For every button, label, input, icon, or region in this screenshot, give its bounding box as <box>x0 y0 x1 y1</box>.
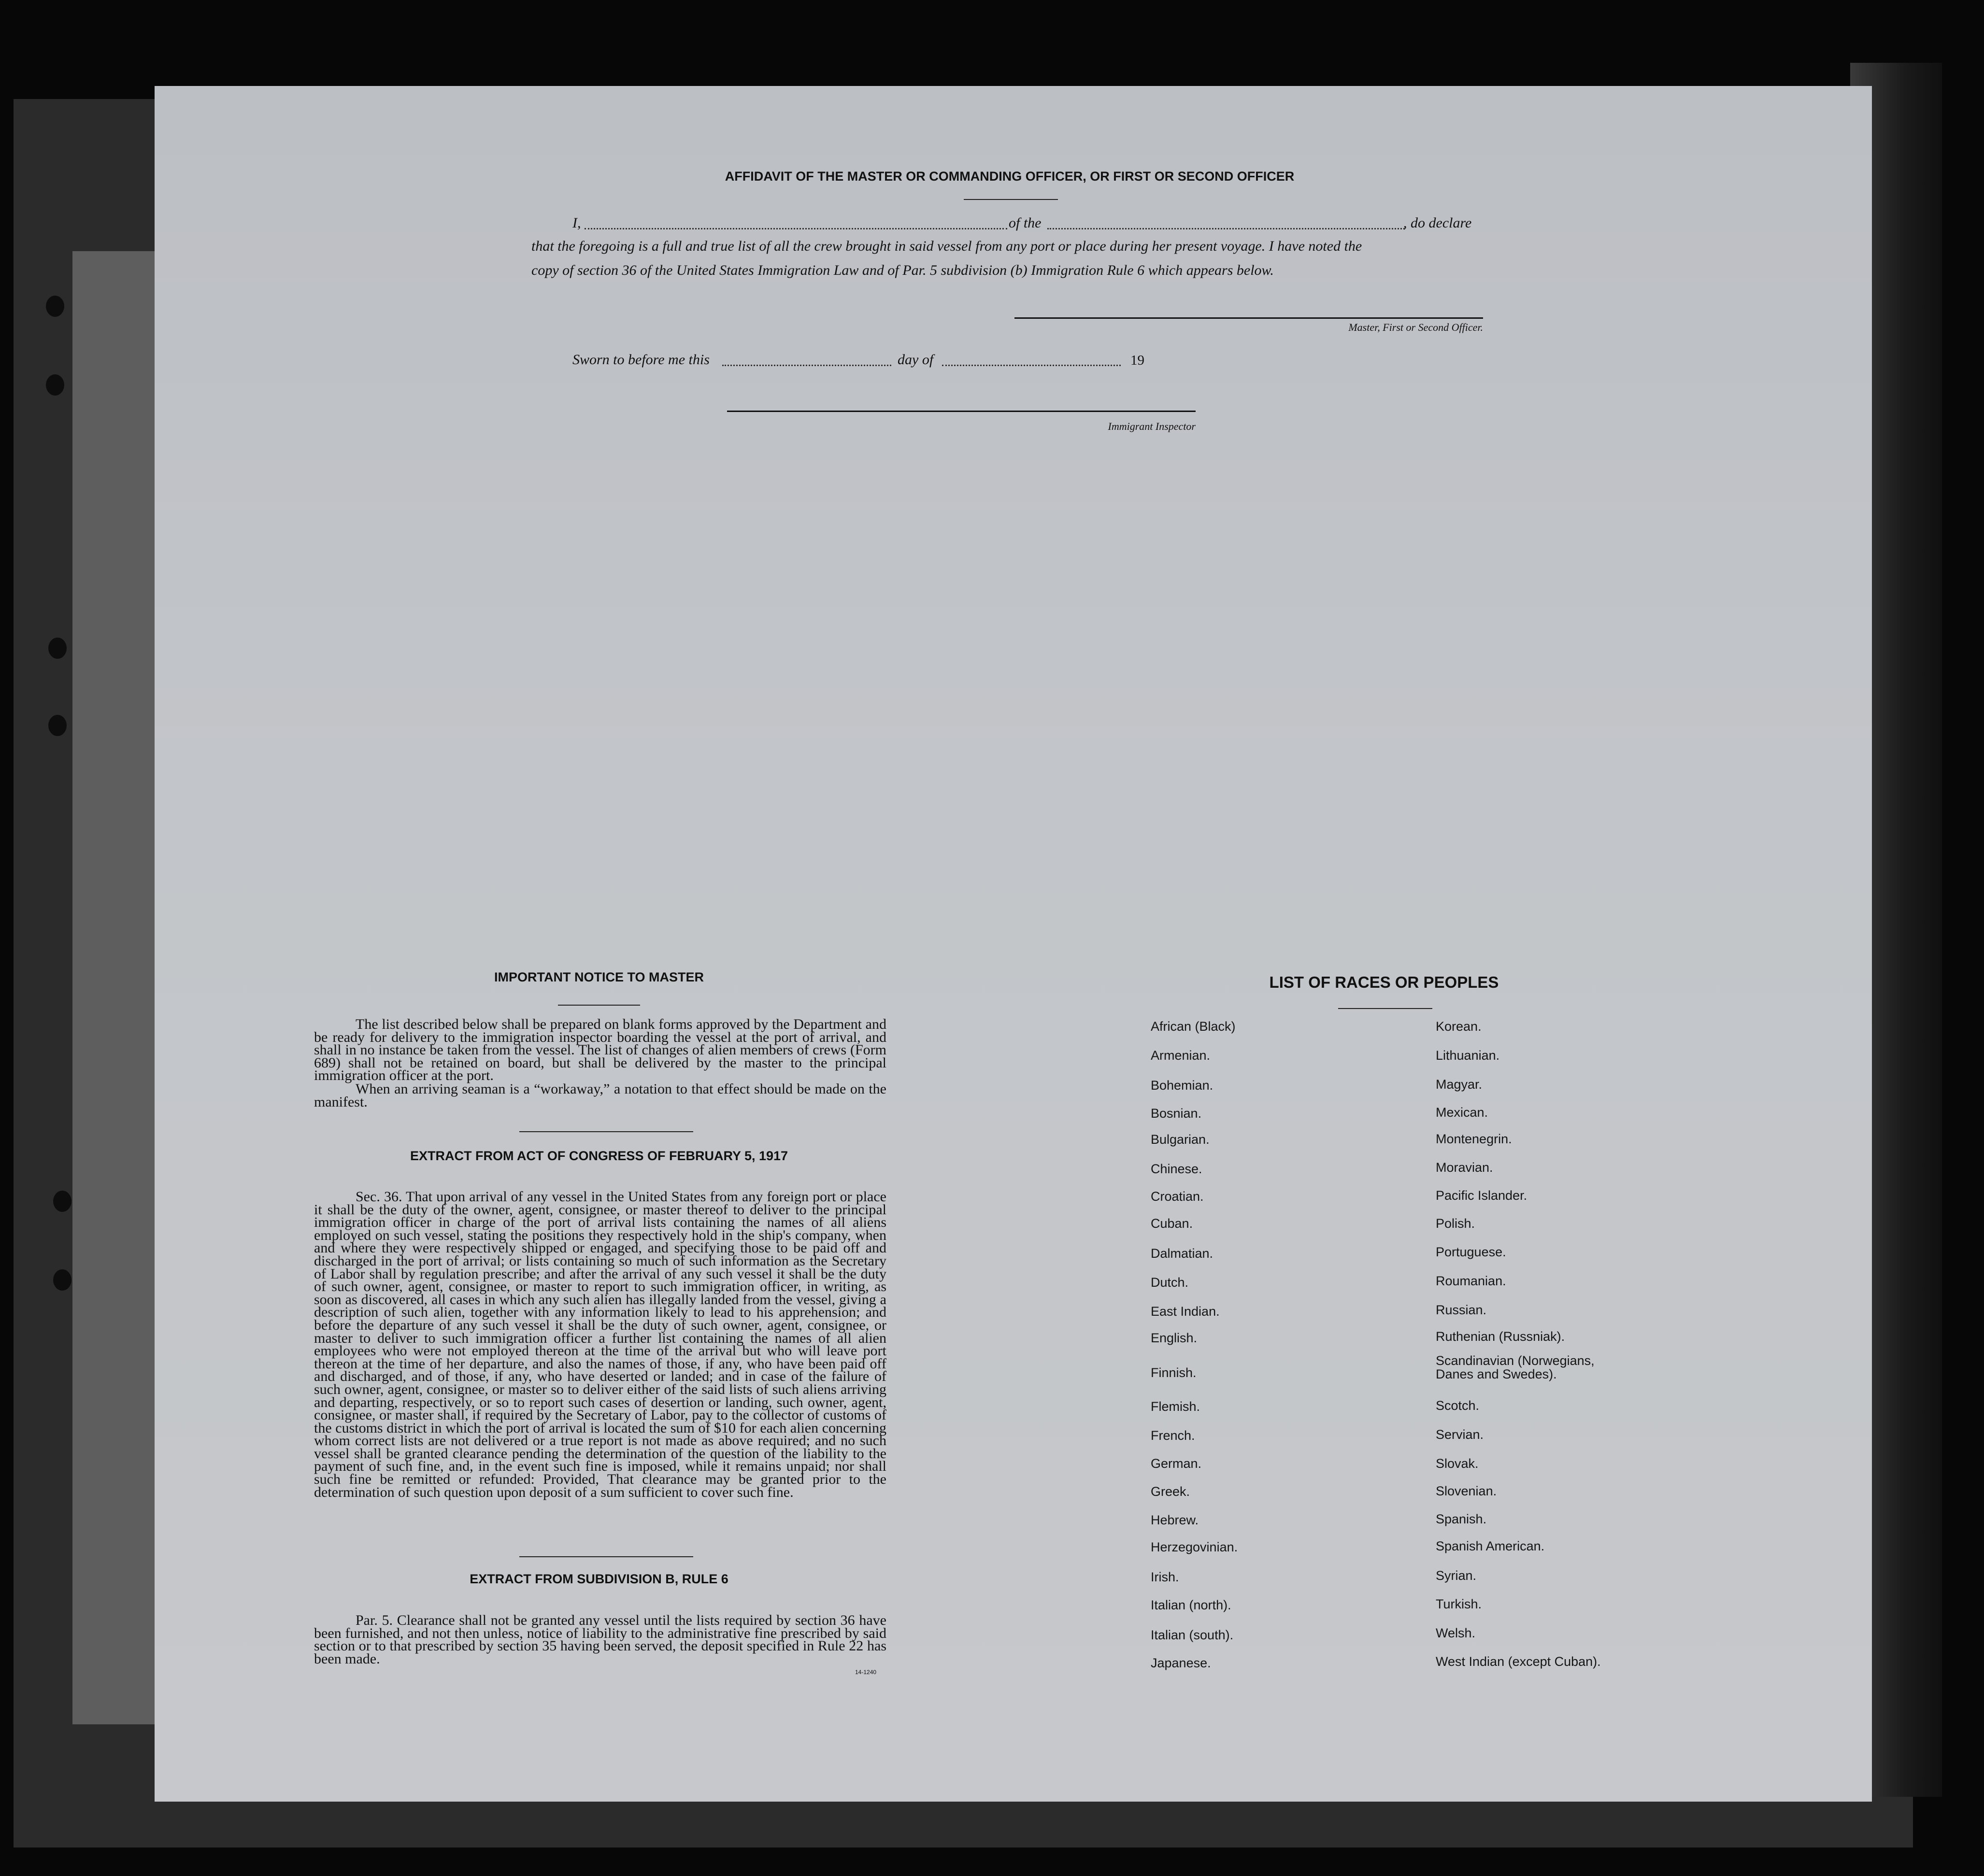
affidavit-line-2: that the foregoing is a full and true list of all the crew brought in said vessel from any port or place during her present voyage. I have noted the <box>531 238 1362 254</box>
race-item: Russian. <box>1436 1303 1487 1317</box>
affidavit-i-label: I, <box>572 215 581 231</box>
race-item: Polish. <box>1436 1216 1475 1231</box>
inspector-line[interactable] <box>727 411 1196 412</box>
race-item: Cuban. <box>1151 1216 1193 1231</box>
notice-title: IMPORTANT NOTICE TO MASTER <box>494 970 704 984</box>
race-item: Croatian. <box>1151 1189 1204 1204</box>
race-item: Finnish. <box>1151 1365 1197 1380</box>
race-item: Turkish. <box>1436 1597 1482 1611</box>
race-item: Chinese. <box>1151 1162 1202 1176</box>
race-item: Flemish. <box>1151 1399 1200 1414</box>
divider <box>558 1005 640 1006</box>
affidavit-of-the-label: of the <box>1009 215 1042 231</box>
race-item: Lithuanian. <box>1436 1048 1500 1063</box>
race-item: Pacific Islander. <box>1436 1188 1527 1203</box>
underlying-page-edge <box>72 251 155 1724</box>
race-item: Mexican. <box>1436 1105 1488 1120</box>
year-label: 19 <box>1130 353 1144 368</box>
race-item: Syrian. <box>1436 1568 1477 1583</box>
binder-hole <box>53 1269 71 1291</box>
race-item: Portuguese. <box>1436 1245 1506 1259</box>
divider <box>1338 1008 1432 1009</box>
extract-act-title: EXTRACT FROM ACT OF CONGRESS OF FEBRUARY 5, 1917 <box>410 1149 788 1163</box>
extract-rule-text: Par. 5. Clearance shall not be granted any vessel until the lists required by section 36 have been furnished, and not then unless, notice of liability to the administrative fine prescribed by said section or to that prescribed by section 35 having been served, the deposit specified in Rule 22 has been made. <box>314 1612 886 1667</box>
race-item: Slovak. <box>1436 1456 1479 1471</box>
race-item: Herzegovinian. <box>1151 1540 1238 1554</box>
signature-label: Master, First or Second Officer. <box>1348 321 1483 333</box>
race-item: Slovenian. <box>1436 1484 1497 1498</box>
extract-rule-title: EXTRACT FROM SUBDIVISION B, RULE 6 <box>470 1572 728 1586</box>
sworn-date-blank[interactable] <box>722 365 891 366</box>
race-item: Armenian. <box>1151 1048 1211 1063</box>
race-item: East Indian. <box>1151 1304 1220 1319</box>
race-item: Dutch. <box>1151 1275 1189 1290</box>
race-item: African (Black) <box>1151 1019 1236 1034</box>
divider <box>519 1131 693 1132</box>
race-item: Bulgarian. <box>1151 1132 1210 1147</box>
race-item: Greek. <box>1151 1484 1190 1499</box>
race-item: Hebrew. <box>1151 1513 1199 1527</box>
binder-hole <box>53 1191 71 1212</box>
race-item: Roumanian. <box>1436 1274 1506 1288</box>
race-item: Scotch. <box>1436 1398 1480 1413</box>
race-item: Moravian. <box>1436 1160 1493 1175</box>
notice-paragraph-2: When an arriving seaman is a “workaway,” a notation to that effect should be made on the manifest. <box>314 1081 886 1110</box>
vessel-blank[interactable] <box>1047 228 1405 229</box>
signature-line[interactable] <box>1014 317 1483 319</box>
race-item: Scandinavian (Norwegians, Danes and Swedes). <box>1436 1353 1595 1381</box>
race-item: Bohemian. <box>1151 1078 1213 1093</box>
race-item: West Indian (except Cuban). <box>1436 1654 1601 1669</box>
race-item: Bosnian. <box>1151 1106 1202 1121</box>
races-title: LIST OF RACES OR PEOPLES <box>1269 973 1499 991</box>
race-item: Montenegrin. <box>1436 1132 1512 1146</box>
inspector-label: Immigrant Inspector <box>1108 420 1196 432</box>
race-item: Italian (north). <box>1151 1598 1231 1612</box>
day-of-label: day of <box>898 352 934 368</box>
race-item: Welsh. <box>1436 1626 1476 1640</box>
affidavit-declare-label: , do declare <box>1403 215 1472 231</box>
binder-hole <box>46 296 64 317</box>
race-item: French. <box>1151 1428 1195 1443</box>
race-item: Servian. <box>1436 1427 1484 1442</box>
binder-hole <box>48 638 67 659</box>
race-item: Spanish. <box>1436 1512 1487 1526</box>
race-item: Dalmatian. <box>1151 1246 1213 1261</box>
divider <box>519 1556 693 1557</box>
sworn-label: Sworn to before me this <box>572 352 710 368</box>
race-item: Magyar. <box>1436 1077 1483 1092</box>
race-item: Spanish American. <box>1436 1539 1545 1553</box>
race-item: Italian (south). <box>1151 1628 1234 1642</box>
race-item: Japanese. <box>1151 1656 1211 1670</box>
race-item: Korean. <box>1436 1019 1482 1034</box>
race-item: German. <box>1151 1456 1202 1471</box>
sworn-month-blank[interactable] <box>942 365 1121 366</box>
race-item: Irish. <box>1151 1570 1179 1584</box>
form-sheet <box>155 86 1872 1802</box>
extract-act-text: Sec. 36. That upon arrival of any vessel in the United States from any foreign port or place it shall be the duty of the owner, agent, consignee, or master thereof to deliver to the principal immigration officer in charge of the port of arrival lists containing the names of all aliens employed on such vessel, stating the positions they respectively hold in the ship's company, when and where they were respectively shipped or engaged, and specifying those to be paid off and discharged in the port of arrival; or lists containing so much of such information as the Secretary of Labor shall by regulation prescribe; and after the arrival of any such vessel it shall be the duty of such owner, agent, consignee, or master to report to such immigration officer, in writing, as soon as discovered, all cases in which any such alien has illegally landed from the vessel, giving a description of such alien, together with any information likely to lead to his apprehension; and before the departure of any such vessel it shall be the duty of such owner, agent, consignee, or master to deliver to such immigration officer a further list containing the names of all alien employees who were not employed thereon at the time of the arrival but who will leave port thereon at the time of her departure, and also the names of those, if any, who have been paid off and discharged, and of those, if any, who have deserted or landed; and in case of the failure of such owner, agent, consignee, or master so to deliver either of the said lists of such aliens arriving and departing, respectively, or so to report such cases of desertion or landing, such owner, agent, consignee, or master shall, if required by the Secretary of Labor, pay to the collector of customs of the customs district in which the port of arrival is located the sum of $10 for each alien concerning whom correct lists are not delivered or a true report is not made as above required; and no such vessel shall be granted clearance pending the determination of the question of the liability to the payment of such fine, and, in the event such fine is imposed, while it remains unpaid; nor shall such fine be remitted or refunded: Provided, That clearance may be granted prior to the determination of such question upon deposit of a sum sufficient to cover such fine. <box>314 1189 886 1500</box>
race-item: Ruthenian (Russniak). <box>1436 1329 1565 1344</box>
affidavit-title: AFFIDAVIT OF THE MASTER OR COMMANDING OFFICER, OR FIRST OR SECOND OFFICER <box>725 169 1295 184</box>
race-item: English. <box>1151 1331 1198 1345</box>
binder-hole <box>46 374 64 396</box>
affidavit-line-3: copy of section 36 of the United States Immigration Law and of Par. 5 subdivision (b) Immigration Rule 6 which appears below. <box>531 262 1274 278</box>
binder-hole <box>48 715 67 736</box>
divider <box>964 199 1058 200</box>
notice-paragraph-1: The list described below shall be prepared on blank forms approved by the Department and be ready for delivery to the immigration inspector boarding the vessel at the port of arrival, and shall in no instance be taken from the vessel. The list of changes of alien members of crews (Form 689) shall not be retained on board, but shall be delivered by the master to the principal immigration officer at the port. <box>314 1016 886 1084</box>
form-number: 14-1240 <box>855 1669 877 1676</box>
name-blank[interactable] <box>585 228 1007 229</box>
